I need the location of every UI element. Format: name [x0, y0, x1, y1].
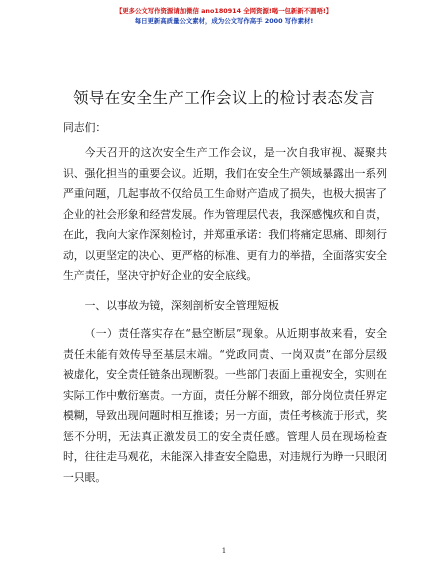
header-banner-promo: 【更多公文写作资源请加微信 ano180914 全网资源!喝一包新新不圆唔!】 [115, 7, 333, 15]
greeting: 同志们： [63, 121, 107, 134]
header-banner-subtitle: 每日更新高质量公文素材，成为公文写作高手 2000 写作素材! [134, 17, 314, 25]
section-heading-1: 一、以事故为镜，深刻剖析安全管理短板 [84, 298, 279, 312]
document-body [63, 143, 387, 497]
page-number: 1 [221, 546, 227, 555]
paragraph-responsibility: （一）责任落实存在“悬空断层”现象。从近期事故来看，安全责任未能有效传导至基层末端。“党政同责、一岗双责”在部分层级被虚化，安全责任链条出现断裂。一些部门表面上重视安全，实则在实际工作中敷衍塞责。一方面，责任分解不细致，部分岗位责任界定模糊，导致出现问题时相互推诿；另一方面，责任考核流于形式，奖惩不分明，无法真正激发员工的安全责任感。管理人员在现场检查时，往往走马观花，未能深入排查安全隐患，对违规行为睁一只眼闭一只眼。 [63, 327, 387, 484]
document-title: 领导在安全生产工作会议上的检讨表态发言 [72, 89, 376, 107]
paragraph-intro: 今天召开的这次安全生产工作会议，是一次自我审视、凝聚共识、强化担当的重要会议。近期，我们在安全生产领域暴露出一系列严重问题，几起事故不仅给员工生命财产造成了损失，也极大损害了企业的社会形象和经营发展。作为管理层代表，我深感愧疚和自责，在此，我向大家作深刻检讨，并郑重承诺：我们将痛定思痛、即刻行动，以更坚定的决心、更严格的标准、更有力的举措，全面落实安全生产责任，坚决守护好企业的安全底线。 [63, 146, 387, 282]
